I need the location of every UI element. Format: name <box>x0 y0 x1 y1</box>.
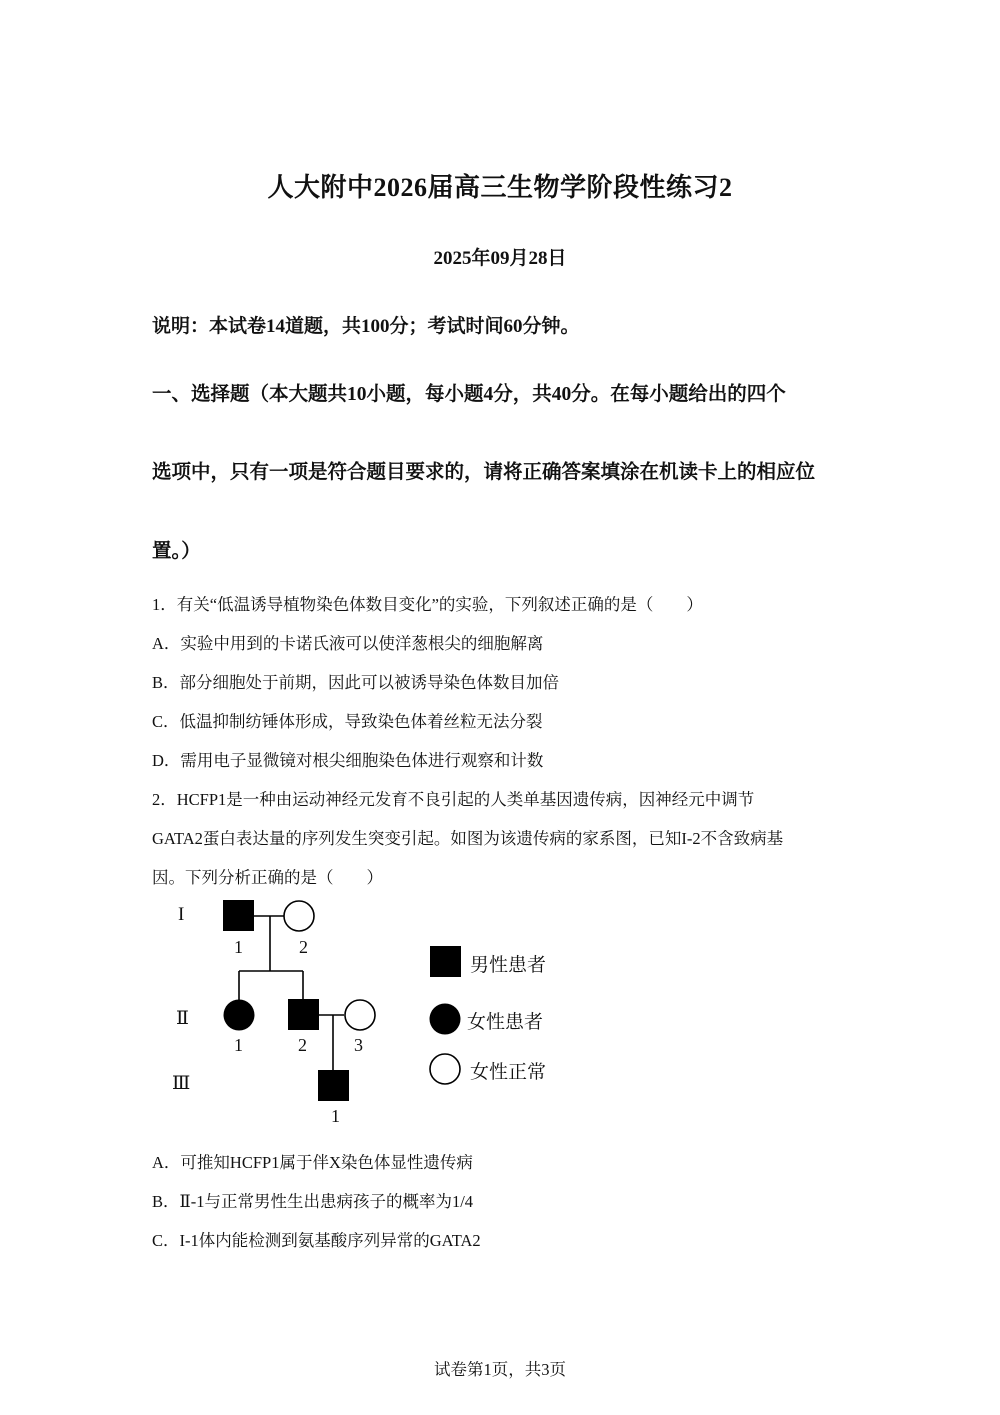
legend-label-affected-male: 男性患者 <box>470 955 547 976</box>
exam-title: 人大附中2026届高三生物学阶段性练习2 <box>267 173 733 202</box>
individual-number: 1 <box>234 1035 243 1055</box>
legend-label-affected-female: 女性患者 <box>467 1012 544 1033</box>
section-heading-line-2: 选项中，只有一项是符合题目要求的，请将正确答案填涂在机读卡上的相应位 <box>152 462 816 483</box>
individual-number: 1 <box>331 1106 340 1126</box>
legend-label-normal-female: 女性正常 <box>470 1062 547 1083</box>
question-2-option-b: B．Ⅱ-1与正常男性生出患病孩子的概率为1/4 <box>152 1192 474 1211</box>
legend-normal-female-symbol <box>430 1054 460 1084</box>
pedigree-lines <box>239 916 344 1070</box>
question-1-stem: 1．有关“低温诱导植物染色体数目变化”的实验，下列叙述正确的是（ ） <box>152 595 703 614</box>
gen2-affected-male-symbol <box>288 999 319 1030</box>
gen1-normal-female-symbol <box>284 901 314 931</box>
question-1-option-c: C．低温抑制纺锤体形成，导致染色体着丝粒无法分裂 <box>152 712 543 731</box>
individual-number: 2 <box>298 1035 307 1055</box>
question-2-stem-line-3: 因。下列分析正确的是（ ） <box>152 868 383 887</box>
individual-number: 1 <box>234 937 243 957</box>
question-2-stem-line-2: GATA2蛋白表达量的序列发生突变引起。如图为该遗传病的家系图，已知I-2不含致病基 <box>152 829 784 848</box>
gen2-affected-female-symbol <box>224 1000 255 1031</box>
question-1-option-a: A．实验中用到的卡诺氏液可以使洋葱根尖的细胞解离 <box>152 634 544 653</box>
generation-label-1: I <box>178 904 185 925</box>
question-2-stem-line-1: 2．HCFP1是一种由运动神经元发育不良引起的人类单基因遗传病，因神经元中调节 <box>152 790 755 809</box>
exam-instructions: 说明：本试卷14道题，共100分；考试时间60分钟。 <box>152 316 580 337</box>
question-1-option-b: B．部分细胞处于前期，因此可以被诱导染色体数目加倍 <box>152 673 560 692</box>
exam-date: 2025年09月28日 <box>433 248 567 269</box>
generation-label-3: Ⅲ <box>172 1073 191 1094</box>
gen2-normal-female-symbol <box>345 1000 375 1030</box>
generation-label-2: Ⅱ <box>176 1008 189 1029</box>
section-heading-line-3: 置。） <box>152 541 201 562</box>
page-footer: 试卷第1页，共3页 <box>434 1360 566 1379</box>
question-1-option-d: D．需用电子显微镜对根尖细胞染色体进行观察和计数 <box>152 751 544 770</box>
gen3-affected-male-symbol <box>318 1070 349 1101</box>
question-2-option-c: C．I-1体内能检测到氨基酸序列异常的GATA2 <box>152 1231 481 1250</box>
legend-affected-male-symbol <box>430 946 461 977</box>
individual-number: 2 <box>299 937 308 957</box>
gen1-affected-male-symbol <box>223 900 254 931</box>
individual-number: 3 <box>354 1035 363 1055</box>
legend-affected-female-symbol <box>430 1004 461 1035</box>
question-2-option-a: A．可推知HCFP1属于伴X染色体显性遗传病 <box>152 1153 473 1172</box>
section-heading-line-1: 一、选择题（本大题共10小题，每小题4分，共40分。在每小题给出的四个 <box>152 384 786 405</box>
